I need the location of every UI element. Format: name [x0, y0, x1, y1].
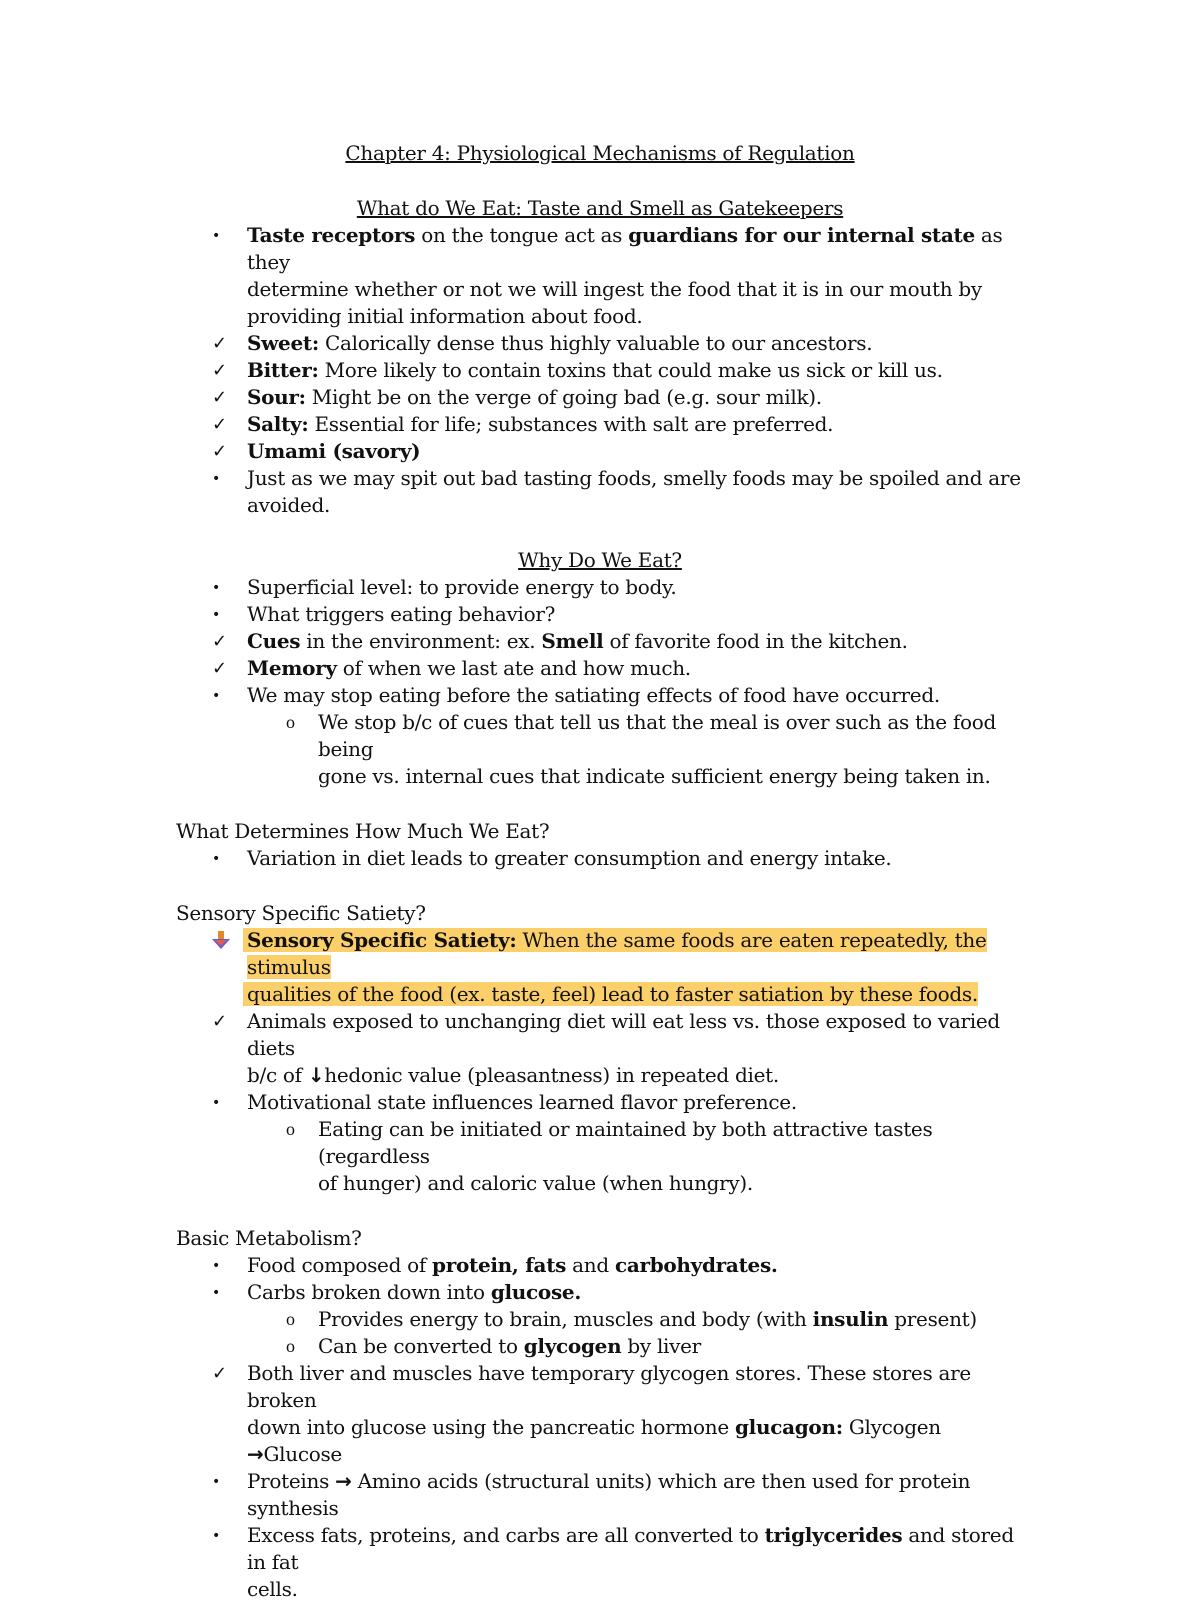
list-item: • Carbs broken down into glucose.: [176, 1279, 1024, 1306]
checkmark-icon: ✓: [212, 1011, 227, 1032]
list-item-continuation: cells.: [247, 1577, 298, 1601]
list-item: • Superficial level: to provide energy to body.: [176, 574, 1024, 601]
sub-list-item: o Eating can be initiated or maintained by both attractive tastes (regardless: [286, 1117, 933, 1168]
check-item-salty: ✓ Salty: Essential for life; substances with salt are preferred.: [212, 412, 834, 436]
list-item-continuation: synthesis: [247, 1496, 339, 1520]
bullet-icon: •: [212, 1285, 220, 1301]
list-item: • What triggers eating behavior?: [176, 601, 1024, 628]
checkmark-icon: ✓: [212, 414, 227, 435]
section-heading-sensory-specific-satiety: Sensory Specific Satiety?: [176, 901, 426, 925]
checkmark-icon: ✓: [212, 631, 227, 652]
section-heading-why-do-we-eat: Why Do We Eat?: [518, 548, 682, 572]
list-item: • Taste receptors on the tongue act as guardians for our internal state as they: [212, 223, 1003, 274]
list-item: • Proteins → Amino acids (structural units) which are then used for protein: [176, 1468, 1024, 1495]
bullet-icon: •: [212, 688, 220, 704]
list-item: • Just as we may spit out bad tasting foods, smelly foods may be spoiled and are: [176, 465, 1024, 492]
circle-bullet-icon: o: [286, 1309, 295, 1329]
right-arrow-symbol: →: [247, 1442, 264, 1466]
list-item-continuation: determine whether or not we will ingest the food that it is in our mouth by: [247, 277, 982, 301]
list-item: • Excess fats, proteins, and carbs are all converted to triglycerides and stored in fat: [212, 1523, 1014, 1574]
highlighted-item-continuation: qualities of the food (ex. taste, feel) lead to faster satiation by these foods.: [176, 981, 1024, 1008]
sub-list-item-continuation: gone vs. internal cues that indicate sufficient energy being taken in.: [318, 764, 991, 788]
circle-bullet-icon: o: [286, 712, 295, 732]
section-heading-basic-metabolism: Basic Metabolism?: [176, 1226, 362, 1250]
check-item-cues: ✓ Cues in the environment: ex. Smell of favorite food in the kitchen.: [212, 629, 908, 653]
sub-list-item: o We stop b/c of cues that tell us that the meal is over such as the food being: [286, 710, 996, 761]
bullet-icon: •: [212, 607, 220, 623]
bullet-icon: •: [212, 471, 220, 487]
checkmark-icon: ✓: [212, 333, 227, 354]
list-item-continuation: avoided.: [247, 493, 331, 517]
right-arrow-symbol: →: [335, 1469, 352, 1493]
circle-bullet-icon: o: [286, 1336, 295, 1356]
check-item-memory: ✓ Memory of when we last ate and how much.: [212, 656, 691, 680]
bullet-icon: •: [212, 1095, 220, 1111]
checkmark-icon: ✓: [212, 360, 227, 381]
list-item: • We may stop eating before the satiating effects of food have occurred.: [176, 682, 1024, 709]
sub-list-item-continuation: of hunger) and caloric value (when hungry).: [318, 1171, 753, 1195]
list-item: • Food composed of protein, fats and carbohydrates.: [176, 1252, 1024, 1279]
bullet-icon: •: [212, 1258, 220, 1274]
list-item-continuation: providing initial information about food.: [247, 304, 643, 328]
bullet-icon: •: [212, 1474, 220, 1490]
check-item: ✓ Animals exposed to unchanging diet will eat less vs. those exposed to varied diets: [212, 1009, 1000, 1060]
checkmark-icon: ✓: [212, 441, 227, 462]
highlighted-item: Sensory Specific Satiety: When the same foods are eaten repeatedly, the stimulus: [176, 927, 1024, 981]
check-item-sweet: ✓ Sweet: Calorically dense thus highly valuable to our ancestors.: [212, 331, 873, 355]
section-heading-how-much: What Determines How Much We Eat?: [176, 819, 550, 843]
sub-list-item: o Can be converted to glycogen by liver: [286, 1334, 701, 1358]
check-item-umami: ✓ Umami (savory): [212, 439, 421, 463]
check-item-sour: ✓ Sour: Might be on the verge of going bad (e.g. sour milk).: [212, 385, 822, 409]
list-item: • Variation in diet leads to greater consumption and energy intake.: [176, 845, 1024, 872]
down-arrow-icon: [210, 929, 232, 951]
checkmark-icon: ✓: [212, 1363, 227, 1384]
section-heading-what-do-we-eat: What do We Eat: Taste and Smell as Gatekeepers: [356, 196, 844, 220]
sub-list-item: o Provides energy to brain, muscles and body (with insulin present): [286, 1307, 977, 1331]
check-item-continuation: b/c of ↓hedonic value (pleasantness) in repeated diet.: [247, 1063, 779, 1087]
down-arrow-symbol: ↓: [307, 1063, 325, 1087]
bullet-icon: •: [212, 851, 220, 867]
check-item: ✓ Both liver and muscles have temporary glycogen stores. These stores are broken: [212, 1361, 971, 1412]
check-item-bitter: ✓ Bitter: More likely to contain toxins that could make us sick or kill us.: [212, 358, 943, 382]
bullet-icon: •: [212, 228, 220, 244]
document-title: Chapter 4: Physiological Mechanisms of Regulation: [345, 141, 855, 165]
bullet-icon: •: [212, 1528, 220, 1544]
circle-bullet-icon: o: [286, 1119, 295, 1139]
check-item-continuation: down into glucose using the pancreatic hormone glucagon: Glycogen →Glucose: [247, 1415, 941, 1466]
bullet-icon: •: [212, 580, 220, 596]
checkmark-icon: ✓: [212, 658, 227, 679]
list-item: • Motivational state influences learned flavor preference.: [176, 1089, 1024, 1116]
checkmark-icon: ✓: [212, 387, 227, 408]
